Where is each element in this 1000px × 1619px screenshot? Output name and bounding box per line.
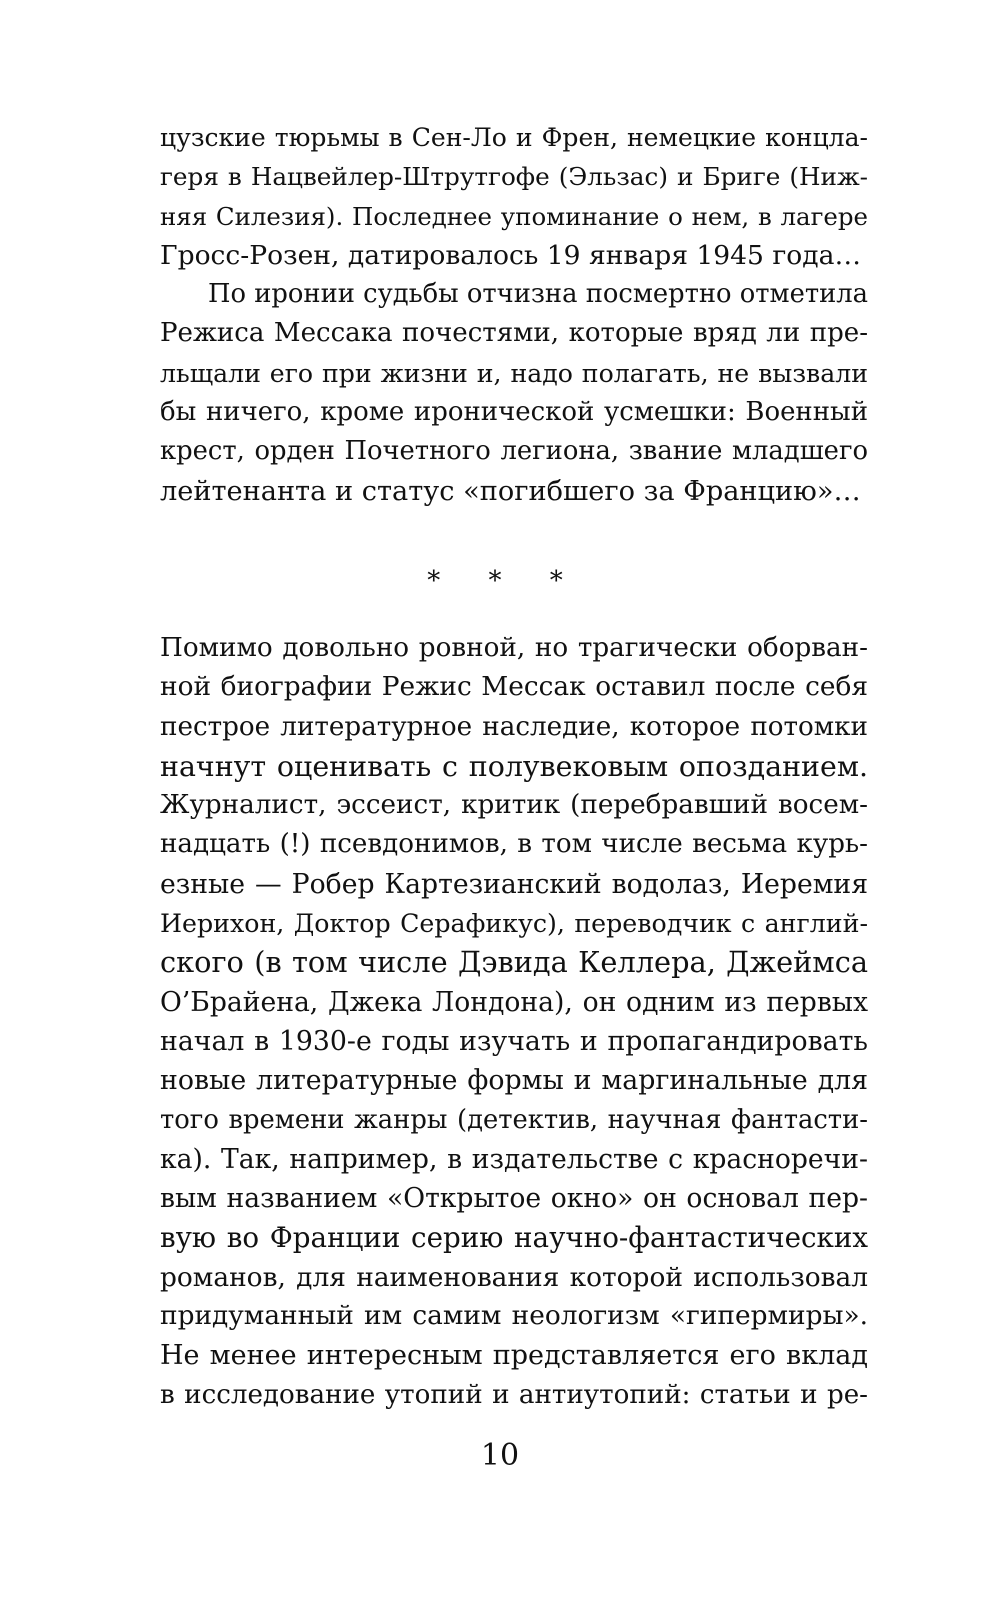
- text-line: новые литературные формы и маргинальные для: [160, 1065, 868, 1097]
- text-line: крест, орден Почетного легиона, звание младшего: [160, 436, 868, 467]
- text-line: ского (в том числе Дэвида Келлера, Джеймса: [160, 945, 868, 980]
- text-line: начнут оценивать с полувековым опозданием.: [160, 749, 868, 783]
- text-line: Помимо довольно ровной, но трагически оборван-: [160, 633, 868, 663]
- page-number: 10: [480, 1438, 520, 1473]
- text-line: вую во Франции серию научно-фантастических: [160, 1221, 868, 1255]
- section-separator: * * *: [427, 566, 583, 596]
- text-line: пестрое литературное наследие, которое потомки: [160, 711, 868, 742]
- text-line: Не менее интересным представляется его вклад: [160, 1340, 868, 1372]
- text-line: в исследование утопий и антиутопий: статьи и ре-: [160, 1379, 868, 1410]
- text-line: придуманный им самим неологизм «гипермиры».: [160, 1301, 868, 1332]
- text-line: ка). Так, например, в издательстве с красноречи-: [160, 1143, 868, 1175]
- text-block-top: [160, 118, 868, 511]
- text-line: О’Брайена, Джека Лондона), он одним из первых: [160, 986, 868, 1018]
- text-line: бы ничего, кроме иронической усмешки: Военный: [160, 397, 868, 428]
- text-line: Журналист, эссеист, критик (перебравший восем-: [160, 790, 868, 821]
- text-line: романов, для наименования которой использовал: [160, 1261, 868, 1293]
- text-line: начал в 1930-е годы изучать и пропагандировать: [160, 1025, 868, 1057]
- text-line: геря в Нацвейлер-Штрутгофе (Эльзас) и Бриге (Ниж-: [160, 162, 868, 192]
- text-line: Иерихон, Доктор Серафикус), переводчик с англий-: [160, 909, 868, 939]
- text-line: няя Силезия). Последнее упоминание о нем, в лагере: [160, 201, 868, 231]
- text-line: надцать (!) псевдонимов, в том числе весьма курь-: [160, 829, 868, 860]
- text-block-bottom: [160, 629, 868, 1415]
- text-line: Режиса Мессака почестями, которые вряд ли пре-: [160, 318, 868, 349]
- text-line: льщали его при жизни и, надо полагать, не вызвали: [160, 358, 868, 388]
- text-line: езные — Робер Картезианский водолаз, Иеремия: [160, 868, 868, 900]
- text-line: ной биографии Режис Мессак оставил после себя: [160, 672, 868, 703]
- text-line: вым названием «Открытое окно» он основал пер-: [160, 1183, 868, 1215]
- text-line: Гросс-Розен, датировалось 19 января 1945 года…: [160, 239, 861, 271]
- text-line: По иронии судьбы отчизна посмертно отметила: [208, 279, 868, 310]
- text-line: лейтенанта и статус «погибшего за Францию»…: [160, 475, 861, 507]
- text-line: того времени жанры (детектив, научная фантасти-: [160, 1104, 868, 1135]
- text-line: цузские тюрьмы в Сен-Ло и Френ, немецкие концла-: [160, 123, 868, 152]
